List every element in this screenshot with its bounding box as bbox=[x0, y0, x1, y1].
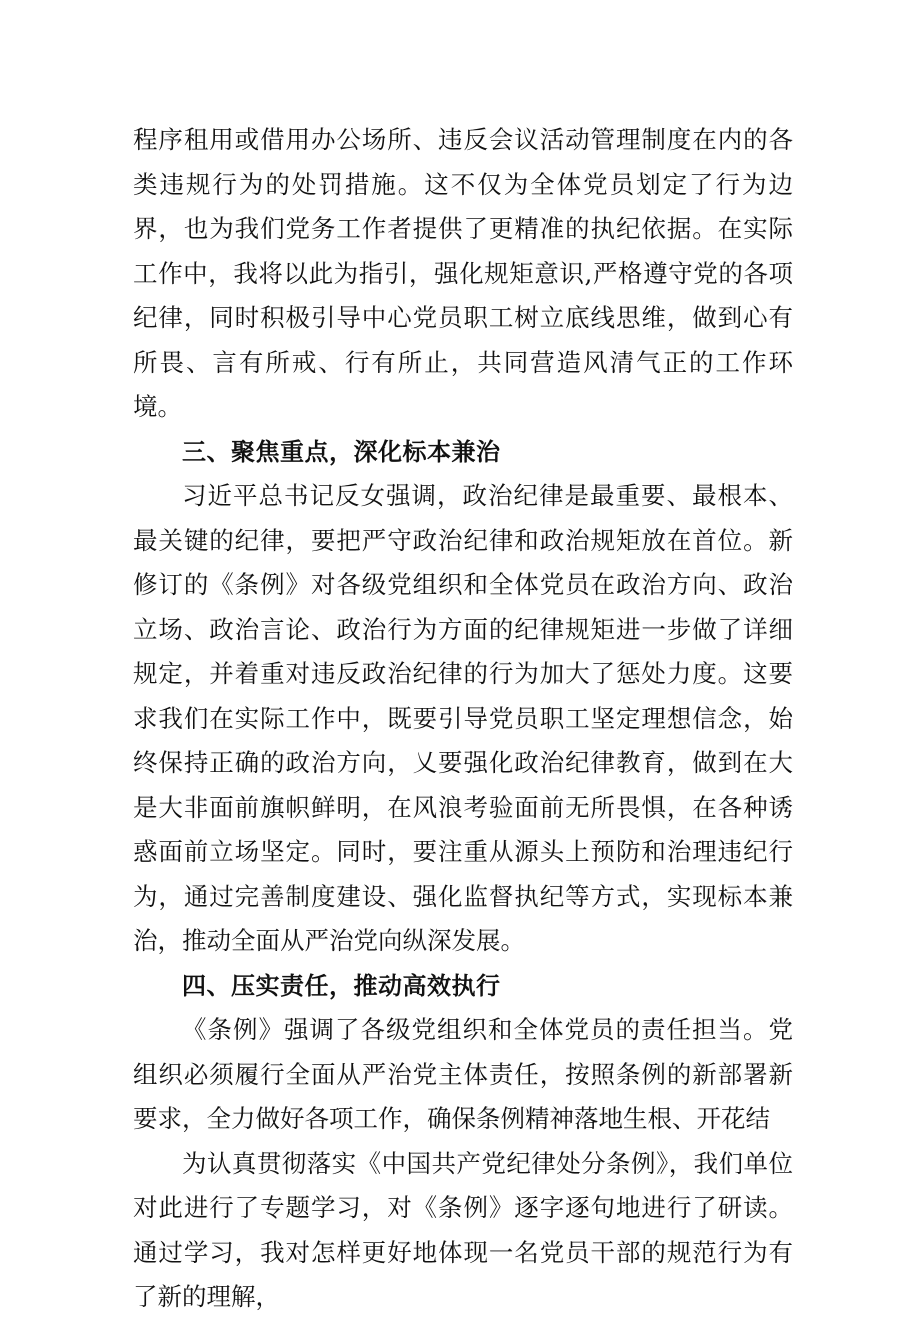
paragraph-study: 为认真贯彻落实《中国共产党纪律处分条例》，我们单位对此进行了专题学习，对《条例》逐字逐句地进行了研读。通过学习，我对怎样更好地体现一名党员干部的规范行为有了新的理解， bbox=[133, 1148, 793, 1311]
section-heading-three: 三、聚焦重点，深化标本兼治 bbox=[182, 437, 501, 466]
paragraph-continuation: 程序租用或借用办公场所、违反会议活动管理制度在内的各类违规行为的处罚措施。这不仅为全体党员划定了行为边界，也为我们党务工作者提供了更精准的执纪依据。在实际工作中，我将以此为指引，强化规矩意识,严格遵守党的各项纪律，同时积极引导中心党员职工树立底线思维，做到心有所畏、言有所戒、行有所止，共同营造风清气正的工作环境。 bbox=[133, 125, 793, 421]
paragraph-responsibility: 《条例》强调了各级党组织和全体党员的责任担当。党组织必须履行全面从严治党主体责任，按照条例的新部署新要求，全力做好各项工作，确保条例精神落地生根、开花结 bbox=[133, 1015, 793, 1133]
document-body bbox=[133, 118, 793, 1320]
section-heading-four: 四、压实责任，推动高效执行 bbox=[182, 971, 501, 1000]
paragraph-political-discipline: 习近平总书记反女强调，政治纪律是最重要、最根本、最关键的纪律，要把严守政治纪律和政治规矩放在首位。新修订的《条例》对各级党组织和全体党员在政治方向、政治立场、政治言论、政治行为方面的纪律规矩进一步做了详细规定，并着重对违反政治纪律的行为加大了惩处力度。这要求我们在实际工作中，既要引导党员职工坚定理想信念，始终保持正确的政治方向，乂要强化政治纪律教育，做到在大是大非面前旗帜鲜明，在风浪考验面前无所畏惧，在各种诱惑面前立场坚定。同时，要注重从源头上预防和治理违纪行为，通过完善制度建设、强化监督执纪等方式，实现标本兼治，推动全面从严治党向纵深发展。 bbox=[133, 481, 793, 955]
